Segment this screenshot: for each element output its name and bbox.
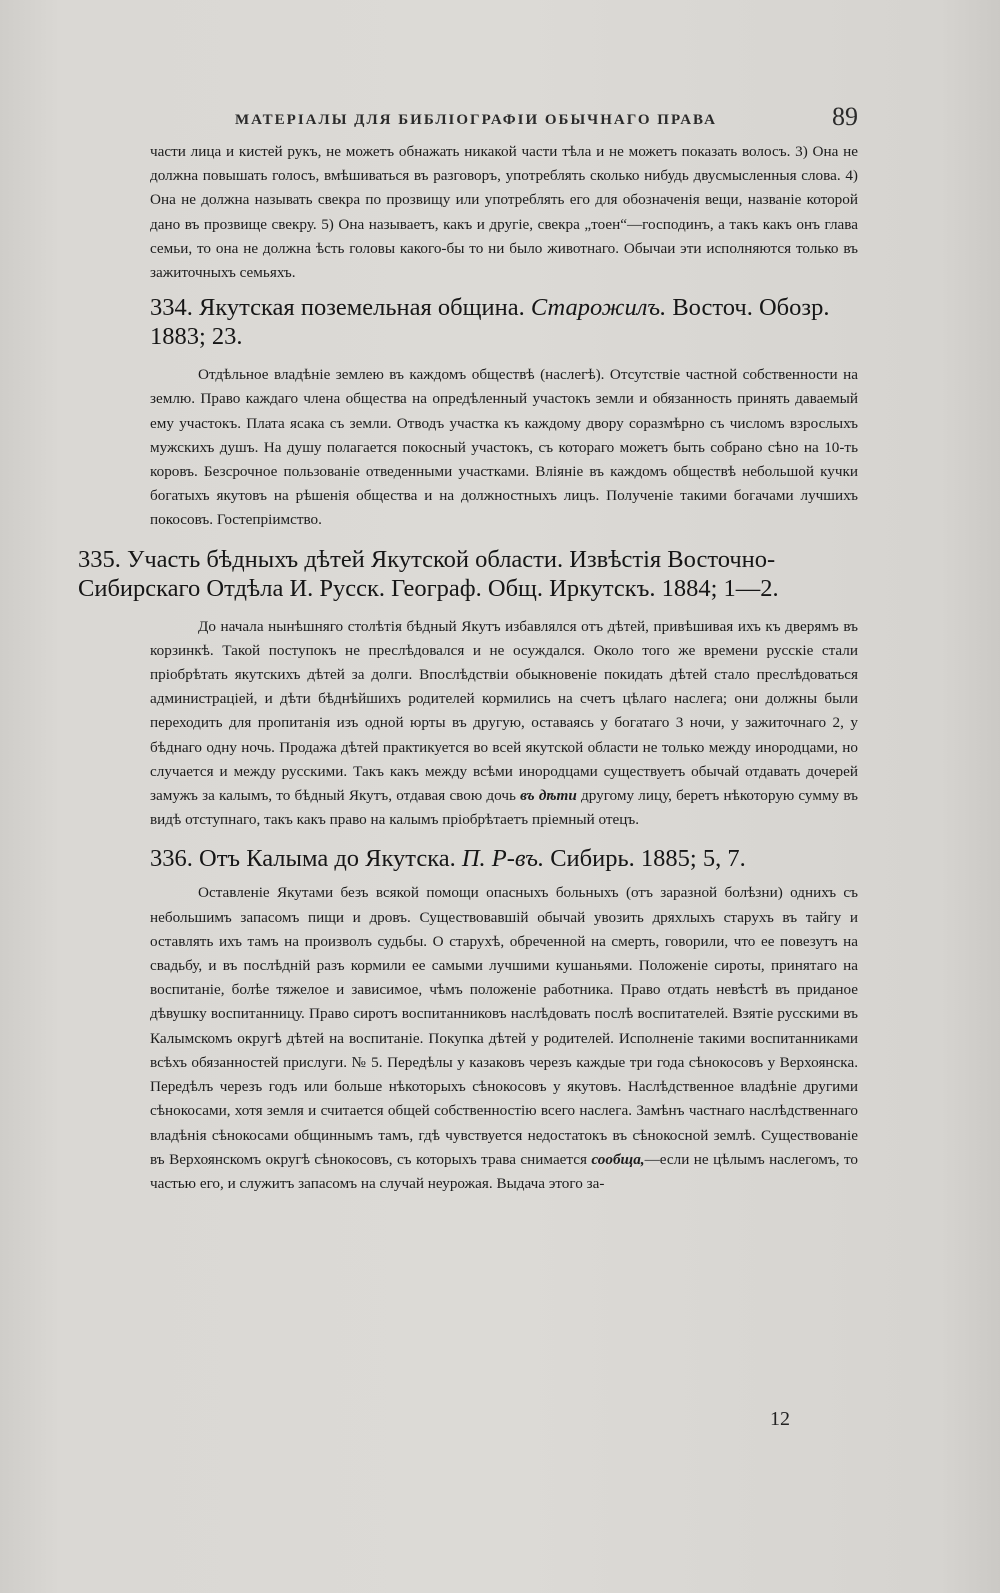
entry-336-title: Отъ Калыма до Якутска. [199,845,456,873]
entry-336-text-after: —если не цѣлымъ наслегомъ, то частью его, и служитъ запасомъ на случай неурожая. Выдача этого за- [150,1150,858,1192]
running-head [150,100,858,140]
entry-335-heading [78,545,858,603]
text-column [78,100,858,1196]
entry-336-source: Сибирь. 1885; 5, 7. [550,845,746,873]
entry-335-title: Участь бѣдныхъ дѣтей Якутской области. [127,545,564,573]
running-title: МАТЕРІАЛЫ ДЛЯ БИБЛІОГРАФІИ ОБЫЧНАГО ПРАВА [235,112,717,128]
entry-336-text-emphasis: сообща, [591,1150,645,1168]
entry-334-heading [150,293,858,351]
entry-334-text: Отдѣльное владѣніе землею въ каждомъ обществѣ (наслегѣ). Отсутствіе частной собственности на землю. Право каждаго члена общества на опредѣленный участокъ земли и обязанность принять даваемый ему участокъ. Плата ясака съ земли. Отводъ участка къ каждому двору соразмѣрно съ числомъ взрослыхъ мужскихъ душъ. На душу полагается покосный участокъ, съ котораго можетъ быть собрано сѣно на 10-ть коровъ. Безсрочное пользованіе отведенными участками. Вліяніе въ каждомъ обществѣ небольшой кучки богатыхъ якутовъ на рѣшенія общества и на должностныхъ лицъ. Полученіе такими богачами лучшихъ покосовъ. Гостепріимство. [150,366,858,529]
entry-335-source: Извѣстія Восточно-Сибирскаго Отдѣла И. Русск. Географ. Общ. Иркутскъ. 1884; 1—2. [78,545,779,602]
page-number: 89 [832,102,858,131]
entry-334-source: Восточ. Обозр. 1883; 23. [150,294,830,351]
entry-336-number: 336. [150,845,193,873]
entry-335-text [150,615,858,833]
entry-334-title: Якутская поземельная община. [199,294,525,322]
entry-335-text-after: другому лицу, беретъ нѣкоторую сумму въ видѣ отступнаго, такъ какъ право на калымъ пріобрѣтаетъ пріемный отецъ. [150,787,858,829]
entry-336-author: П. Р-въ. [461,845,545,873]
sheet-signature: 12 [770,1408,790,1430]
entry-334-author: Старожилъ. [530,294,667,322]
entry-334-number: 334. [150,294,193,322]
entry-335-text-before: До начала нынѣшняго столѣтія бѣдный Якутъ избавлялся отъ дѣтей, привѣшивая ихъ къ дверямъ въ корзинкѣ. Такой поступокъ не преслѣдовался и не осуждался. Около того же времени русскіе стали пріобрѣтать якутскихъ дѣтей за долги. Впослѣдствіи обыкновеніе покидать дѣтей стало преслѣдоваться администраціей, и дѣти бѣднѣйшихъ родителей кормились на счетъ цѣлаго наслега; они должны были переходить для пропитанія изъ одной юрты въ другую, оставаясь у богатаго 3 ночи, у зажиточнаго 2, у бѣднаго одну ночь. Продажа дѣтей практикуется во всей якутской области не только между инородцами, но случается и между русскими. Такъ какъ между всѣми инородцами существуетъ обычай отдавать дочерей замужъ за калымъ, то бѣдный Якутъ, отдавая свою дочь [150,617,858,805]
continuation-paragraph: части лица и кистей рукъ, не можетъ обнажать никакой части тѣла и не можетъ показать волосъ. 3) Она не должна повышать голосъ, вмѣшиваться въ разговоръ, употреблять сколько нибудь двусмысленныя слова. 4) Она не должна называть свекра по прозвищу или употреблять его для обозначенія вещи, названіе которой дано въ прозвище свекру. 5) Она называетъ, какъ и другіе, свекра „тоен“—господинъ, а такъ какъ онъ глава семьи, то она не должна ѣсть головы какого-бы то ни было животнаго. Обычаи эти исполняются только въ зажиточныхъ семьяхъ. [150,143,858,282]
entry-335-text-emphasis: въ дѣти [520,787,577,805]
entry-336-text [150,881,858,1196]
entry-336-text-before: Оставленіе Якутами безъ всякой помощи опасныхъ больныхъ (отъ заразной болѣзни) однихъ съ небольшимъ запасомъ пищи и дровъ. Существовавшій обычай увозить дряхлыхъ старухъ въ тайгу и оставлять ихъ тамъ на произволъ судьбы. О старухѣ, обреченной на смерть, говорили, что ее повезутъ на свадьбу, и въ послѣдній разъ кормили ее самыми лучшими кушаньями. Положеніе сироты, принятаго на воспитаніе, болѣе тяжелое и зависимое, чѣмъ положеніе работника. Право отдать невѣстѣ въ приданое дѣвушку воспитанницу. Право сиротъ воспитанниковъ наслѣдовать послѣ воспитателей. Взятіе русскими въ Калымскомъ округѣ дѣтей на воспитаніе. Покупка дѣтей у родителей. Исполненіе такими воспитанниками всѣхъ обязанностей прислуги. № 5. Передѣлы у казаковъ черезъ каждые три года сѣнокосовъ у Верхоянска. Передѣлъ черезъ годъ или больше нѣкоторыхъ сѣнокосовъ у якутовъ. Наслѣдственное владѣніе другими сѣнокосами, хотя земля и считается общей собственностію всего наслега. Замѣнъ частнаго наслѣдственнаго владѣнія сѣнокосами общиннымъ тамъ, гдѣ чувствуется недостатокъ въ сѣнокосной землѣ. Существованіе въ Верхоянскомъ округѣ сѣнокосовъ, съ которыхъ трава снимается [150,884,858,1168]
entry-335-number: 335. [78,545,121,573]
entry-336-heading [150,844,858,873]
